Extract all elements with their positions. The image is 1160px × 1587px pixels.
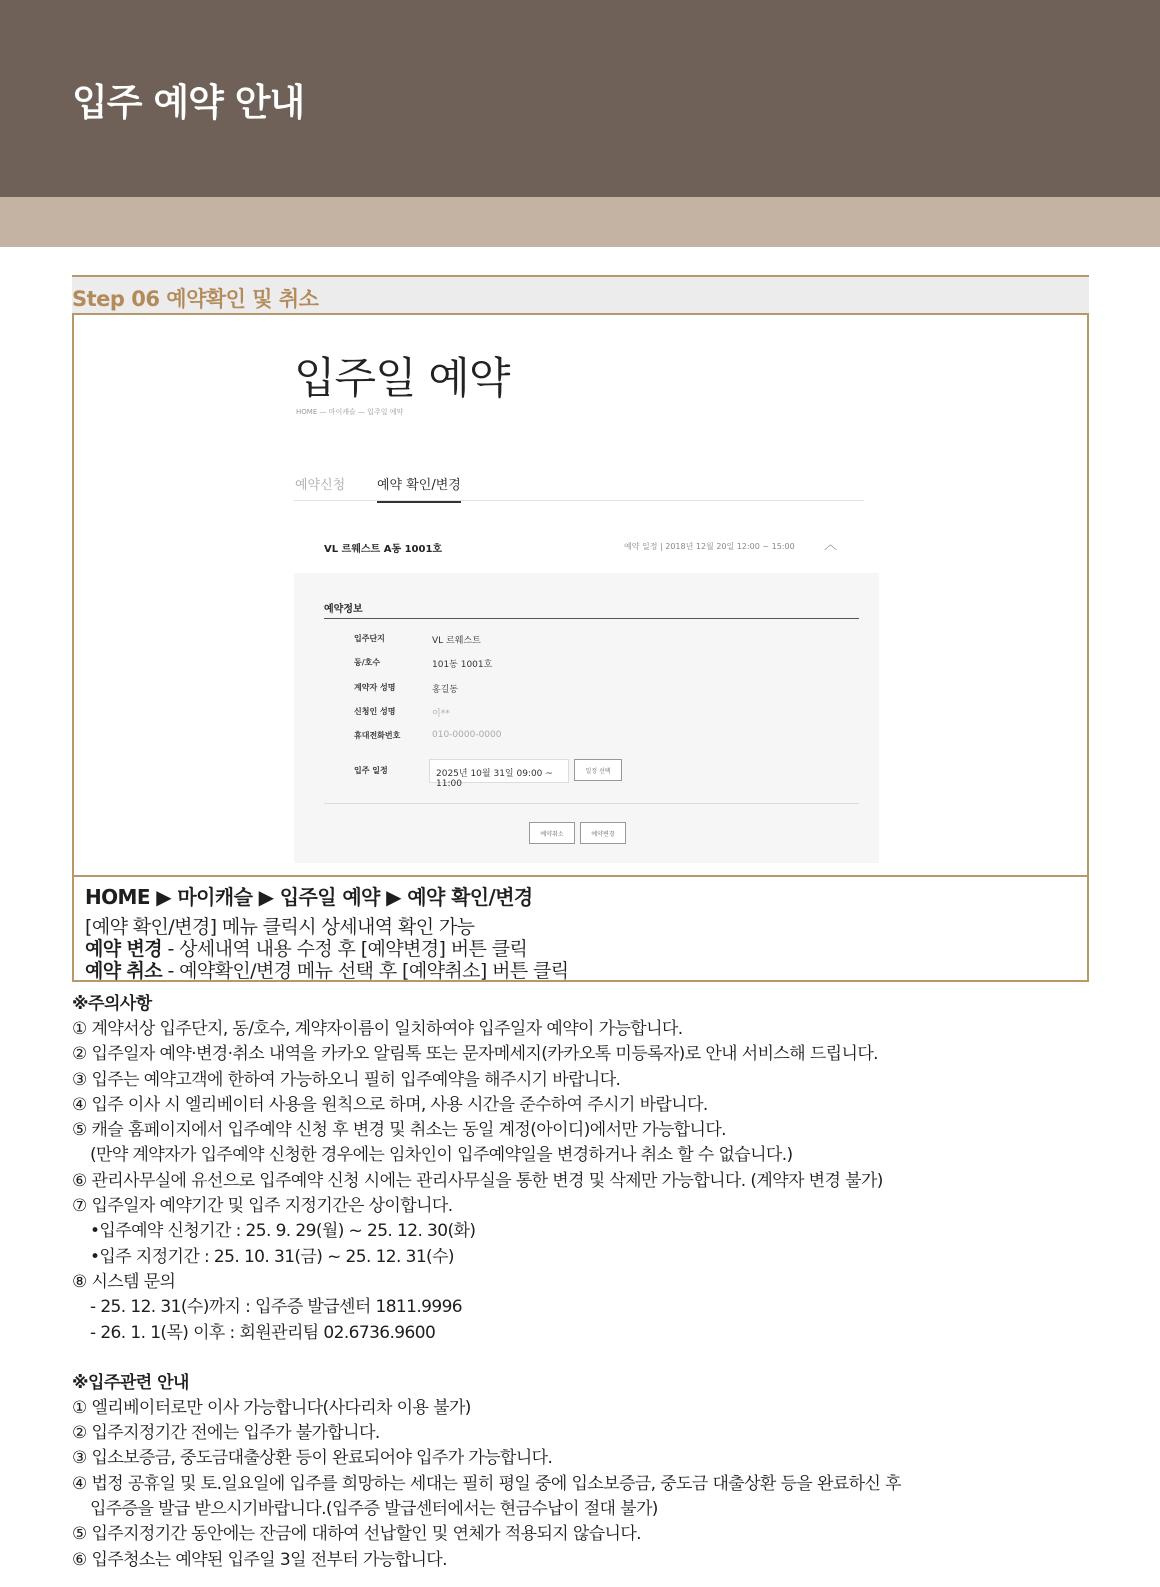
- caution-item: •입주 지정기간 : 25. 10. 31(금) ~ 25. 12. 31(수): [90, 1246, 454, 1267]
- instruction-line-1: [예약 확인/변경] 메뉴 클릭시 상세내역 확인 가능: [85, 916, 475, 938]
- reservation-card-title: VL 르웨스트 A동 1001호: [324, 544, 443, 555]
- instruction-text-change: - 상세내역 내용 수정 후 [예약변경] 버튼 클릭: [162, 938, 528, 960]
- caution-item: ⑦ 입주일자 예약기간 및 입주 지정기간은 상이합니다.: [72, 1196, 453, 1217]
- step-bar: [72, 275, 1089, 315]
- caution-item: ③ 입주는 예약고객에 한하여 가능하오니 필히 입주예약을 해주시기 바랍니다.: [72, 1069, 621, 1090]
- caution-item: (만약 계약자가 입주예약 신청한 경우에는 임차인이 입주예약일을 변경하거나 취소 할 수 없습니다.): [90, 1145, 793, 1166]
- move-in-item: ① 엘리베이터로만 이사 가능합니다(사다리차 이용 불가): [72, 1397, 471, 1418]
- instruction-label-change: 예약 변경: [85, 938, 163, 960]
- move-in-item: ④ 법정 공휴일 및 토.일요일에 입주를 희망하는 세대는 필히 평일 중에 입소보증금, 중도금 대출상환 등을 완료하신 후: [72, 1473, 901, 1494]
- move-in-heading: ※입주관련 안내: [72, 1372, 189, 1393]
- caution-item: •입주예약 신청기간 : 25. 9. 29(월) ~ 25. 12. 30(화): [90, 1221, 476, 1242]
- chevron-up-icon[interactable]: ︿: [824, 538, 838, 553]
- caution-item: ② 입주일자 예약·변경·취소 내역을 카카오 알림톡 또는 문자메세지(카카오톡 미등록자)로 안내 서비스해 드립니다.: [72, 1044, 878, 1065]
- caution-item: ⑤ 캐슬 홈페이지에서 입주예약 신청 후 변경 및 취소는 동일 계정(아이디)에서만 가능합니다.: [72, 1120, 726, 1141]
- reservation-info-heading: 예약정보: [324, 604, 363, 615]
- move-in-item: ② 입주지정기간 전에는 입주가 불가합니다.: [72, 1423, 380, 1444]
- field-value-unit: 101동 1001호: [432, 660, 493, 670]
- menu-path: HOME ▶ 마이캐슬 ▶ 입주일 예약 ▶ 예약 확인/변경: [85, 885, 533, 909]
- step-title: Step 06 예약확인 및 취소: [72, 287, 319, 311]
- screenshot-breadcrumb: HOME — 마이캐슬 — 입주일 예약: [296, 408, 404, 416]
- tab-divider: [294, 500, 864, 501]
- caution-item: - 25. 12. 31(수)까지 : 입주증 발급센터 1811.9996: [90, 1297, 463, 1318]
- schedule-field[interactable]: 2025년 10월 31일 09:00 ~ 11:00: [429, 759, 569, 783]
- move-in-item: ⑥ 입주청소는 예약된 입주일 3일 전부터 가능합니다.: [72, 1549, 447, 1570]
- reservation-detail-panel: [294, 573, 879, 863]
- change-reservation-button[interactable]: 예약변경: [580, 822, 626, 844]
- tab-reservation-request[interactable]: 예약신청: [295, 478, 346, 493]
- section-divider: [324, 618, 859, 619]
- caution-item: - 26. 1. 1(목) 이후 : 회원관리팀 02.6736.9600: [90, 1322, 436, 1343]
- field-label-schedule: 입주 일정: [354, 766, 388, 775]
- reservation-card-date: 예약 일정 | 2018년 12월 20일 12:00 ~ 15:00: [624, 542, 795, 551]
- form-bottom-divider: [324, 803, 859, 804]
- notes-section: [72, 992, 1089, 1573]
- cancel-reservation-button[interactable]: 예약취소: [529, 822, 575, 844]
- instruction-box: [72, 875, 1089, 982]
- header-band: [0, 197, 1160, 247]
- page-header: [0, 0, 1160, 197]
- field-label-complex: 입주단지: [354, 634, 385, 643]
- field-value-contractor: 홍길동: [432, 685, 459, 695]
- caution-item: ⑧ 시스템 문의: [72, 1271, 176, 1292]
- field-label-contractor: 계약자 성명: [354, 683, 396, 692]
- instruction-text-cancel: - 예약확인/변경 메뉴 선택 후 [예약취소] 버튼 클릭: [162, 960, 569, 982]
- move-in-item: ⑤ 입주지정기간 동안에는 잔금에 대하여 선납할인 및 연체가 적용되지 않습니다.: [72, 1524, 641, 1545]
- section-gap: [72, 1346, 1089, 1371]
- caution-item: ⑥ 관리사무실에 유선으로 입주예약 신청 시에는 관리사무실을 통한 변경 및 삭제만 가능합니다. (계약자 변경 불가): [72, 1170, 883, 1191]
- field-label-phone: 휴대전화번호: [354, 731, 401, 740]
- tab-reservation-check[interactable]: 예약 확인/변경: [377, 474, 461, 503]
- schedule-select-button[interactable]: 일정 선택: [574, 759, 622, 781]
- field-label-unit: 동/호수: [354, 658, 381, 667]
- instruction-line-2: [85, 938, 1087, 960]
- field-value-phone: 010-0000-0000: [432, 730, 502, 740]
- caution-heading: ※주의사항: [72, 994, 152, 1014]
- field-value-complex: VL 르웨스트: [432, 636, 481, 646]
- instruction-line-3: [85, 960, 1087, 982]
- move-in-item: 입주증을 발급 받으시기바랍니다.(입주증 발급센터에서는 현금수납이 절대 불가): [90, 1499, 658, 1520]
- caution-item: ① 계약서상 입주단지, 동/호수, 계약자이름이 일치하여야 입주일자 예약이 가능합니다.: [72, 1019, 683, 1039]
- field-label-applicant: 신청인 성명: [354, 707, 396, 716]
- page-title: 입주 예약 안내: [72, 81, 305, 124]
- move-in-item: ③ 입소보증금, 중도금대출상환 등이 완료되어야 입주가 가능합니다.: [72, 1448, 553, 1469]
- screenshot-frame: [72, 315, 1089, 875]
- instruction-label-cancel: 예약 취소: [85, 960, 163, 982]
- caution-item: ④ 입주 이사 시 엘리베이터 사용을 원칙으로 하며, 사용 시간을 준수하여 주시기 바랍니다.: [72, 1094, 708, 1115]
- field-value-applicant: 이**: [432, 709, 450, 719]
- screenshot-page-title: 입주일 예약: [294, 354, 510, 404]
